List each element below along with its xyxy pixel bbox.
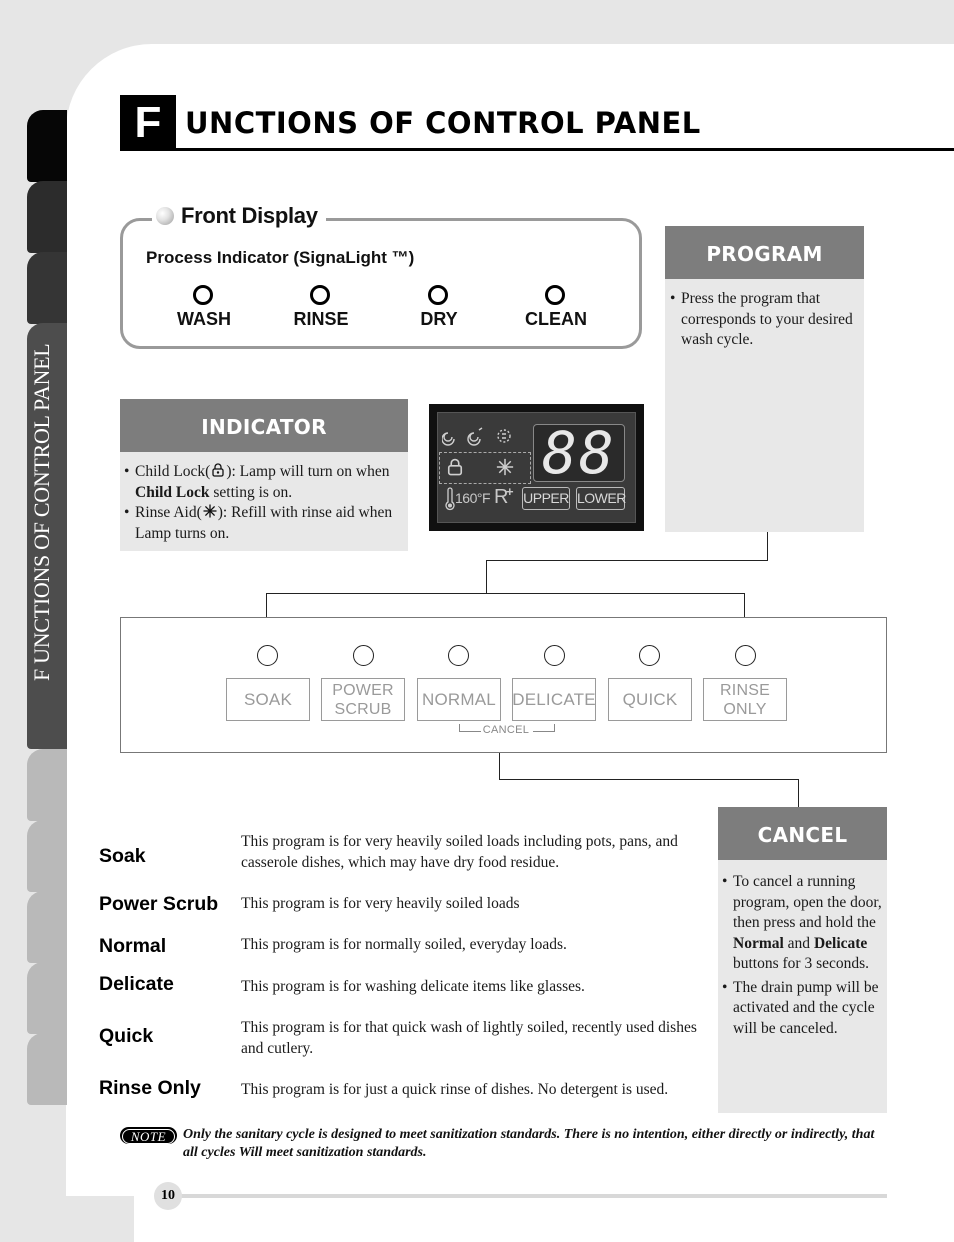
connector-line bbox=[499, 779, 799, 780]
connector-line bbox=[486, 560, 487, 594]
program-box-text: • Press the program that corresponds to your desired wash cycle. bbox=[670, 289, 860, 351]
cancel-text-1: To cancel a running program, open the door, then press and hold the bbox=[733, 873, 882, 931]
footer-rule bbox=[180, 1194, 887, 1198]
power-scrub-button[interactable] bbox=[321, 678, 405, 721]
rinse-aid-text bbox=[135, 503, 406, 544]
soak-button[interactable] bbox=[226, 678, 310, 721]
cancel-bullet-2: The drain pump will be activated and the cycle will be canceled. bbox=[733, 978, 879, 1037]
delicate-button[interactable] bbox=[512, 678, 596, 721]
rinse-label: RINSE bbox=[293, 309, 349, 329]
heading-initial: F bbox=[120, 95, 176, 150]
note-badge-label: NOTE bbox=[122, 1129, 175, 1144]
connector-line bbox=[798, 779, 799, 807]
delicate-indicator-icon bbox=[544, 645, 565, 666]
page-title: UNCTIONS OF CONTROL PANEL bbox=[185, 106, 701, 140]
cancel-box-text: • To cancel a running program, open the door, then press and hold the Normal and Delicate buttons for 3 seconds. • The drain pump will be activated and the cycle will be canceled. bbox=[722, 872, 882, 1039]
side-tab-9[interactable] bbox=[27, 1033, 67, 1105]
lcd-digit-window bbox=[533, 419, 625, 487]
normal-button-label: NORMAL bbox=[422, 689, 496, 709]
connector-line bbox=[486, 560, 768, 561]
process-indicator-subtitle: Process Indicator (SignaLight ™) bbox=[146, 248, 415, 267]
side-tab-3[interactable] bbox=[27, 252, 67, 324]
program-box-title: PROGRAM bbox=[665, 226, 864, 279]
connector-line bbox=[767, 532, 768, 561]
indicator-box-title: INDICATOR bbox=[120, 399, 408, 452]
cancel-bullet-1 bbox=[733, 872, 882, 975]
wash-light-icon bbox=[193, 285, 213, 305]
program-desc-rinse-only: This program is for just a quick rinse of dishes. No detergent is used. bbox=[241, 1081, 669, 1098]
note-text: Only the sanitary cycle is designed to meet sanitization standards. There is no intention, either directly or indirectly, that all cycles Will meet sanitization standards. bbox=[183, 1127, 875, 1160]
soak-button-label: SOAK bbox=[243, 689, 293, 709]
wash-status-icons bbox=[442, 426, 522, 448]
quick-button[interactable] bbox=[608, 678, 692, 721]
side-tab-8[interactable] bbox=[27, 962, 67, 1034]
cancel-text-3: buttons for 3 seconds. bbox=[733, 955, 870, 972]
note-badge bbox=[120, 1127, 177, 1144]
rinse-light-icon bbox=[310, 285, 330, 305]
program-name-soak: Soak bbox=[99, 845, 146, 867]
lcd-temperature: 160°F bbox=[455, 490, 491, 506]
rinse-only-label-2: ONLY bbox=[723, 700, 767, 718]
wash-label: WASH bbox=[177, 309, 231, 329]
delicate-button-label: DELICATE bbox=[512, 689, 596, 709]
program-name-normal: Normal bbox=[99, 935, 167, 957]
side-tab-6[interactable] bbox=[27, 820, 67, 892]
power-scrub-label-2: SCRUB bbox=[334, 700, 392, 718]
program-name-delicate: Delicate bbox=[99, 973, 174, 995]
rinse-only-label-1: RINSE bbox=[720, 681, 770, 699]
dry-light-icon bbox=[428, 285, 448, 305]
cancel-box-title: CANCEL bbox=[718, 807, 887, 860]
lcd-digits: 88 bbox=[542, 419, 616, 487]
normal-button[interactable] bbox=[417, 678, 501, 721]
clean-light-icon bbox=[545, 285, 565, 305]
side-tab-1[interactable] bbox=[27, 110, 67, 182]
child-lock-icon bbox=[210, 462, 226, 478]
program-name-rinse-only: Rinse Only bbox=[99, 1077, 201, 1099]
indicator-box-text: • Child Lock( ): Lamp will turn on when Child Lock setting is on. • Rinse Aid( ): Refill with rinse aid when Lamp turns on. bbox=[124, 462, 406, 544]
connector-line bbox=[266, 593, 745, 594]
child-lock-prefix: Child Lock( bbox=[135, 463, 211, 480]
rinse-aid-prefix: Rinse Aid( bbox=[135, 504, 202, 521]
program-name-power-scrub: Power Scrub bbox=[99, 893, 219, 915]
quick-indicator-icon bbox=[639, 645, 660, 666]
program-name-quick: Quick bbox=[99, 1025, 154, 1047]
program-desc-delicate: This program is for washing delicate items like glasses. bbox=[241, 978, 585, 995]
lcd-rinse-aid-icon bbox=[495, 457, 515, 477]
normal-indicator-icon bbox=[448, 645, 469, 666]
program-desc-soak: This program is for very heavily soiled loads including pots, pans, and casserole dishes, which may have dry food residue. bbox=[241, 833, 678, 871]
program-desc-normal: This program is for normally soiled, everyday loads. bbox=[241, 936, 567, 953]
lcd-child-lock-icon bbox=[445, 457, 465, 477]
cancel-text-2: and bbox=[783, 934, 814, 952]
cancel-delicate-bold: Delicate bbox=[813, 934, 868, 952]
page-number: 10 bbox=[154, 1182, 182, 1210]
cancel-normal-bold: Normal bbox=[733, 934, 784, 952]
clean-label: CLEAN bbox=[525, 309, 587, 329]
rinse-aid-suffix: ): Refill with rinse aid when Lamp turns on. bbox=[135, 504, 393, 542]
power-scrub-indicator-icon bbox=[353, 645, 374, 666]
lcd-plus-icon: + bbox=[506, 484, 514, 499]
cancel-combo-label: CANCEL bbox=[482, 724, 530, 736]
dry-label: DRY bbox=[420, 309, 458, 329]
power-scrub-label-1: POWER bbox=[332, 681, 394, 699]
page-corner bbox=[66, 1196, 134, 1242]
child-lock-text bbox=[135, 462, 406, 503]
rinse-only-indicator-icon bbox=[735, 645, 756, 666]
lcd-rinse-mark: R bbox=[494, 486, 509, 508]
bullet-dot-icon bbox=[156, 207, 174, 225]
rinse-only-button[interactable] bbox=[703, 678, 787, 721]
side-tab-5[interactable] bbox=[27, 749, 67, 821]
side-tab-7[interactable] bbox=[27, 891, 67, 963]
front-display-title: Front Display bbox=[181, 203, 318, 228]
soak-indicator-icon bbox=[257, 645, 278, 666]
lcd-upper: UPPER bbox=[522, 487, 570, 510]
child-lock-mid: ): Lamp will turn on when bbox=[226, 463, 390, 480]
side-tab-2[interactable] bbox=[27, 181, 67, 253]
lcd-lower: LOWER bbox=[576, 487, 625, 510]
program-bullet: Press the program that corresponds to your desired wash cycle. bbox=[681, 290, 853, 348]
child-lock-bold: Child Lock bbox=[135, 483, 210, 501]
front-display-legend bbox=[152, 203, 326, 229]
heading-rule bbox=[120, 148, 954, 151]
rinse-aid-icon bbox=[202, 503, 218, 519]
program-desc-quick: This program is for that quick wash of lightly soiled, recently used dishes and cutlery. bbox=[241, 1019, 697, 1057]
quick-button-label: QUICK bbox=[622, 689, 678, 709]
child-lock-suffix: setting is on. bbox=[209, 483, 293, 501]
program-desc-power-scrub: This program is for very heavily soiled loads bbox=[241, 895, 520, 912]
side-tab-title: F UNCTIONS OF CONTROL PANEL bbox=[29, 343, 54, 681]
